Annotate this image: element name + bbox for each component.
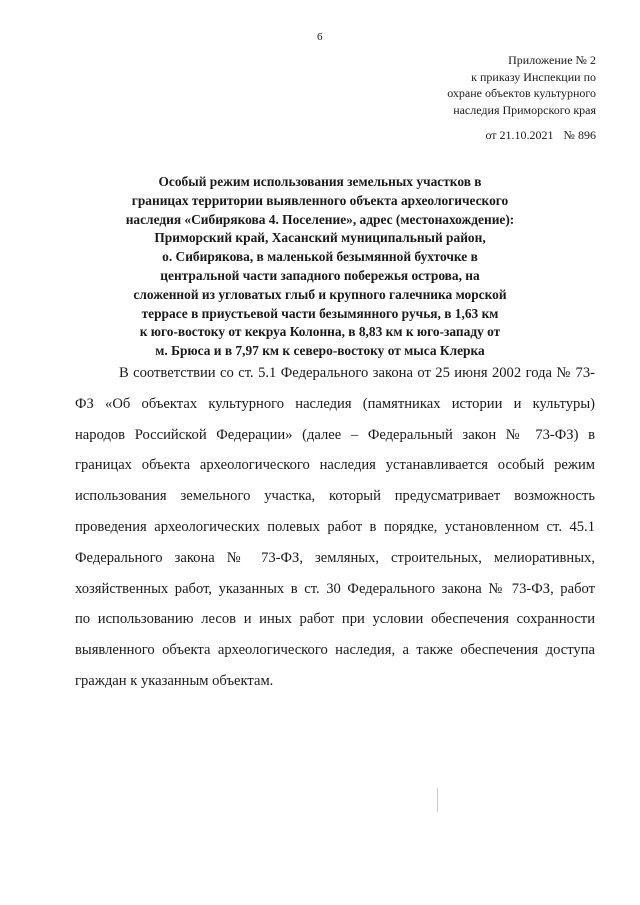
body-line: народов Российской Федерации» (далее – Федеральный закон № 73-ФЗ) в [75,426,595,443]
title-line: центральной части западного побережья острова, на [160,267,480,283]
order-number: № 896 [563,128,596,142]
body-line: Федерального закона № 73-ФЗ, земляных, строительных, мелиоративных, [75,549,595,566]
body-line: граждан к указанным объектам. [75,672,274,689]
body-line: использования земельного участка, который предусматривает возможность [75,488,595,505]
body-line: хозяйственных работ, указанных в ст. 30 Федерального закона № 73-ФЗ, работ [75,580,595,597]
document-title [60,173,580,361]
order-date: от 21.10.2021 [485,128,554,142]
appendix-line: наследия Приморского края [453,102,596,117]
title-line: террасе в приустьевой части безымянного ручья, в 1,63 км [141,305,499,321]
body-line: границах объекта археологического наследия устанавливается особый режим [75,457,595,474]
scan-mark [437,788,438,812]
title-line: сложенной из угловатых глыб и крупного галечника морской [133,286,507,302]
body-line: ФЗ «Об объектах культурного наследия (памятниках истории и культуры) [75,395,595,412]
title-line: границах территории выявленного объекта археологического [131,192,509,208]
title-line: к юго-востоку от кекруа Колонна, в 8,83 км к юго-западу от [139,324,501,340]
title-line: Приморский край, Хасанский муниципальный район, [154,230,486,246]
appendix-header [447,52,596,118]
body-line: по использованию лесов и иных работ при условии обеспечения сохранности [75,611,595,628]
title-line: о. Сибирякова, в маленькой безымянной бухточке в [162,249,478,265]
body-paragraph [75,358,595,697]
body-line: проведения археологических полевых работ в порядке, установленном ст. 45.1 [75,518,595,535]
appendix-line: к приказу Инспекции по [471,69,596,84]
title-line: м. Брюса и в 7,97 км к северо-востоку от мыса Клерка [155,343,485,359]
title-line: наследия «Сибирякова 4. Поселение», адрес (местонахождение): [125,211,515,227]
order-reference [485,128,596,143]
title-line: Особый режим использования земельных участков в [158,174,482,189]
appendix-line: охране объектов культурного [447,86,596,100]
appendix-line: Приложение № 2 [508,53,596,67]
body-line: В соответствии со ст. 5.1 Федерального закона от 25 июня 2002 года № 73- [119,365,595,381]
page-number: 6 [317,31,323,43]
body-line: выявленного объекта археологического наследия, а также обеспечения доступа [75,642,595,659]
